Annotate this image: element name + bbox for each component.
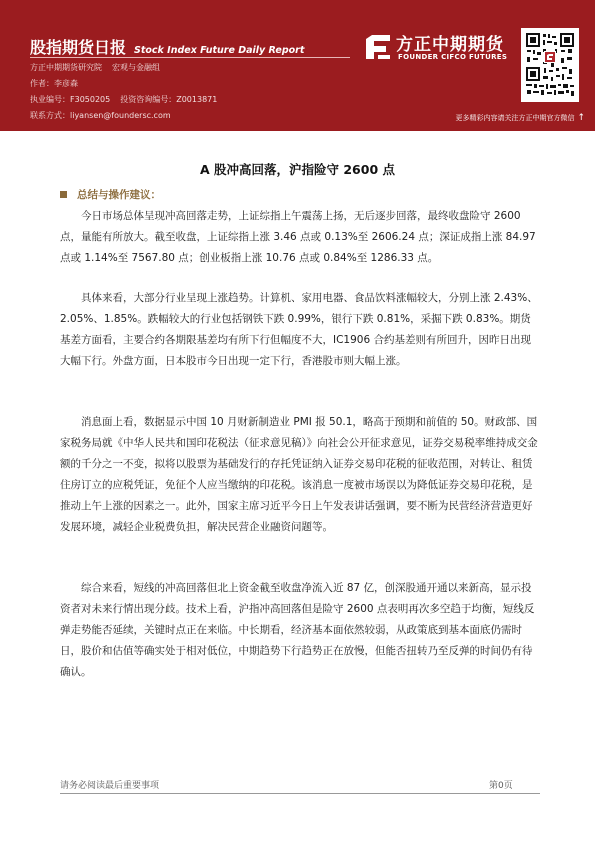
follow-wechat-note xyxy=(455,113,585,123)
license-line xyxy=(30,95,217,105)
report-title xyxy=(30,35,304,58)
report-title-en: Stock Index Future Daily Report xyxy=(134,45,305,56)
institute-name: 方正中期期货研究院 xyxy=(30,63,102,72)
summary-paragraph-2: 具体来看，大部分行业呈现上涨趋势。计算机、家用电器、食品饮料涨幅较大，分别上涨 2.43%、2.05%、1.85%。跌幅较大的行业包括钢铁下跌 0.99%，银行下跌 0.81%，采掘下跌 0.83%。期货基差方面看，主要合约各期限基差均有所下行但幅度不大，IC1906 合约基差则有所回升，因昨日出现大幅下行。外盘方面，日本股市今日出现一定下行，香港股市则大幅上涨。 xyxy=(60,292,538,367)
license-number: 执业编号：F3050205 xyxy=(30,95,111,104)
footer-divider xyxy=(60,793,540,794)
document-title: A 股冲高回落，沪指险守 2600 点 xyxy=(199,162,396,177)
footer-notice: 请务必阅读最后重要事项 xyxy=(60,781,160,791)
qr-code-icon xyxy=(521,28,579,102)
summary-paragraph-1: 今日市场总体呈现冲高回落走势，上证综指上午震荡上扬，无后逐步回落，最终收盘险守 2600 点，量能有所放大。截至收盘，上证综指上涨 3.46 点或 0.13%至 2606.24 点；深证成指上涨 84.97 点或 1.14%至 7567.80 点；创业板指上涨 10.76 点或 0.84%至 1286.33 点。 xyxy=(60,210,536,264)
section-heading xyxy=(60,187,161,202)
arrow-up-icon: ↑ xyxy=(577,113,585,123)
author-line: 作者：李彦森 xyxy=(30,79,78,88)
report-title-cn: 股指期货日报 xyxy=(30,38,127,57)
summary-paragraph-3: 消息面上看，数据显示中国 10 月财新制造业 PMI 报 50.1，略高于预期和前值的 50。财政部、国家税务局就《中华人民共和国印花税法（征求意见稿）》向社会公开征求意见，证券交易税率维持成交金额的千分之一不变，拟将以股票为基础发行的存托凭证纳入证券交易印花税的征收范围，对转让、租赁住房订立的应税凭证，免征个人应当缴纳的印花税。该消息一度被市场误以为降低证券交易印花税，是推动上午上涨的因素之一。此外，国家主席习近平今日上午发表讲话强调，要不断为民营经济营造更好发展环境，减轻企业税费负担，解决民营企业融资问题等。 xyxy=(60,416,538,533)
contact-line: 联系方式：liyansen@foundersc.com xyxy=(30,111,171,120)
section-bullet-icon xyxy=(60,191,67,198)
brand-name-cn: 方正中期期货 xyxy=(396,35,504,55)
report-header xyxy=(0,0,595,131)
page-number: 第0页 xyxy=(489,781,513,791)
brand-name-en: FOUNDER CIFCO FUTURES xyxy=(398,53,508,61)
group-name: 宏观与金融组 xyxy=(112,63,160,72)
founder-logo-icon xyxy=(364,33,392,61)
follow-text: 更多精彩内容请关注方正中期官方微信 xyxy=(455,114,575,122)
summary-paragraph-4: 综合来看，短线的冲高回落但北上资金截至收盘净流入近 87 亿，创深股通开通以来新高，显示投资者对未来行情出现分歧。技术上看，沪指冲高回落但是险守 2600 点表明再次多空趋于均衡，短线反弹走势能否延续，关键时点正在来临。中长期看，经济基本面依然较弱，从政策底到基本面底仍需时日，股价和估值等确实处于相对低位，中期趋势下行趋势正在放慢，但能否扭转乃至反弹的时间仍有待确认。 xyxy=(60,582,535,678)
header-divider xyxy=(30,57,350,58)
header-institute-line xyxy=(30,63,160,73)
section-heading-text: 总结与操作建议： xyxy=(77,189,161,201)
consult-number: 投资咨询编号：Z0013871 xyxy=(120,95,218,104)
